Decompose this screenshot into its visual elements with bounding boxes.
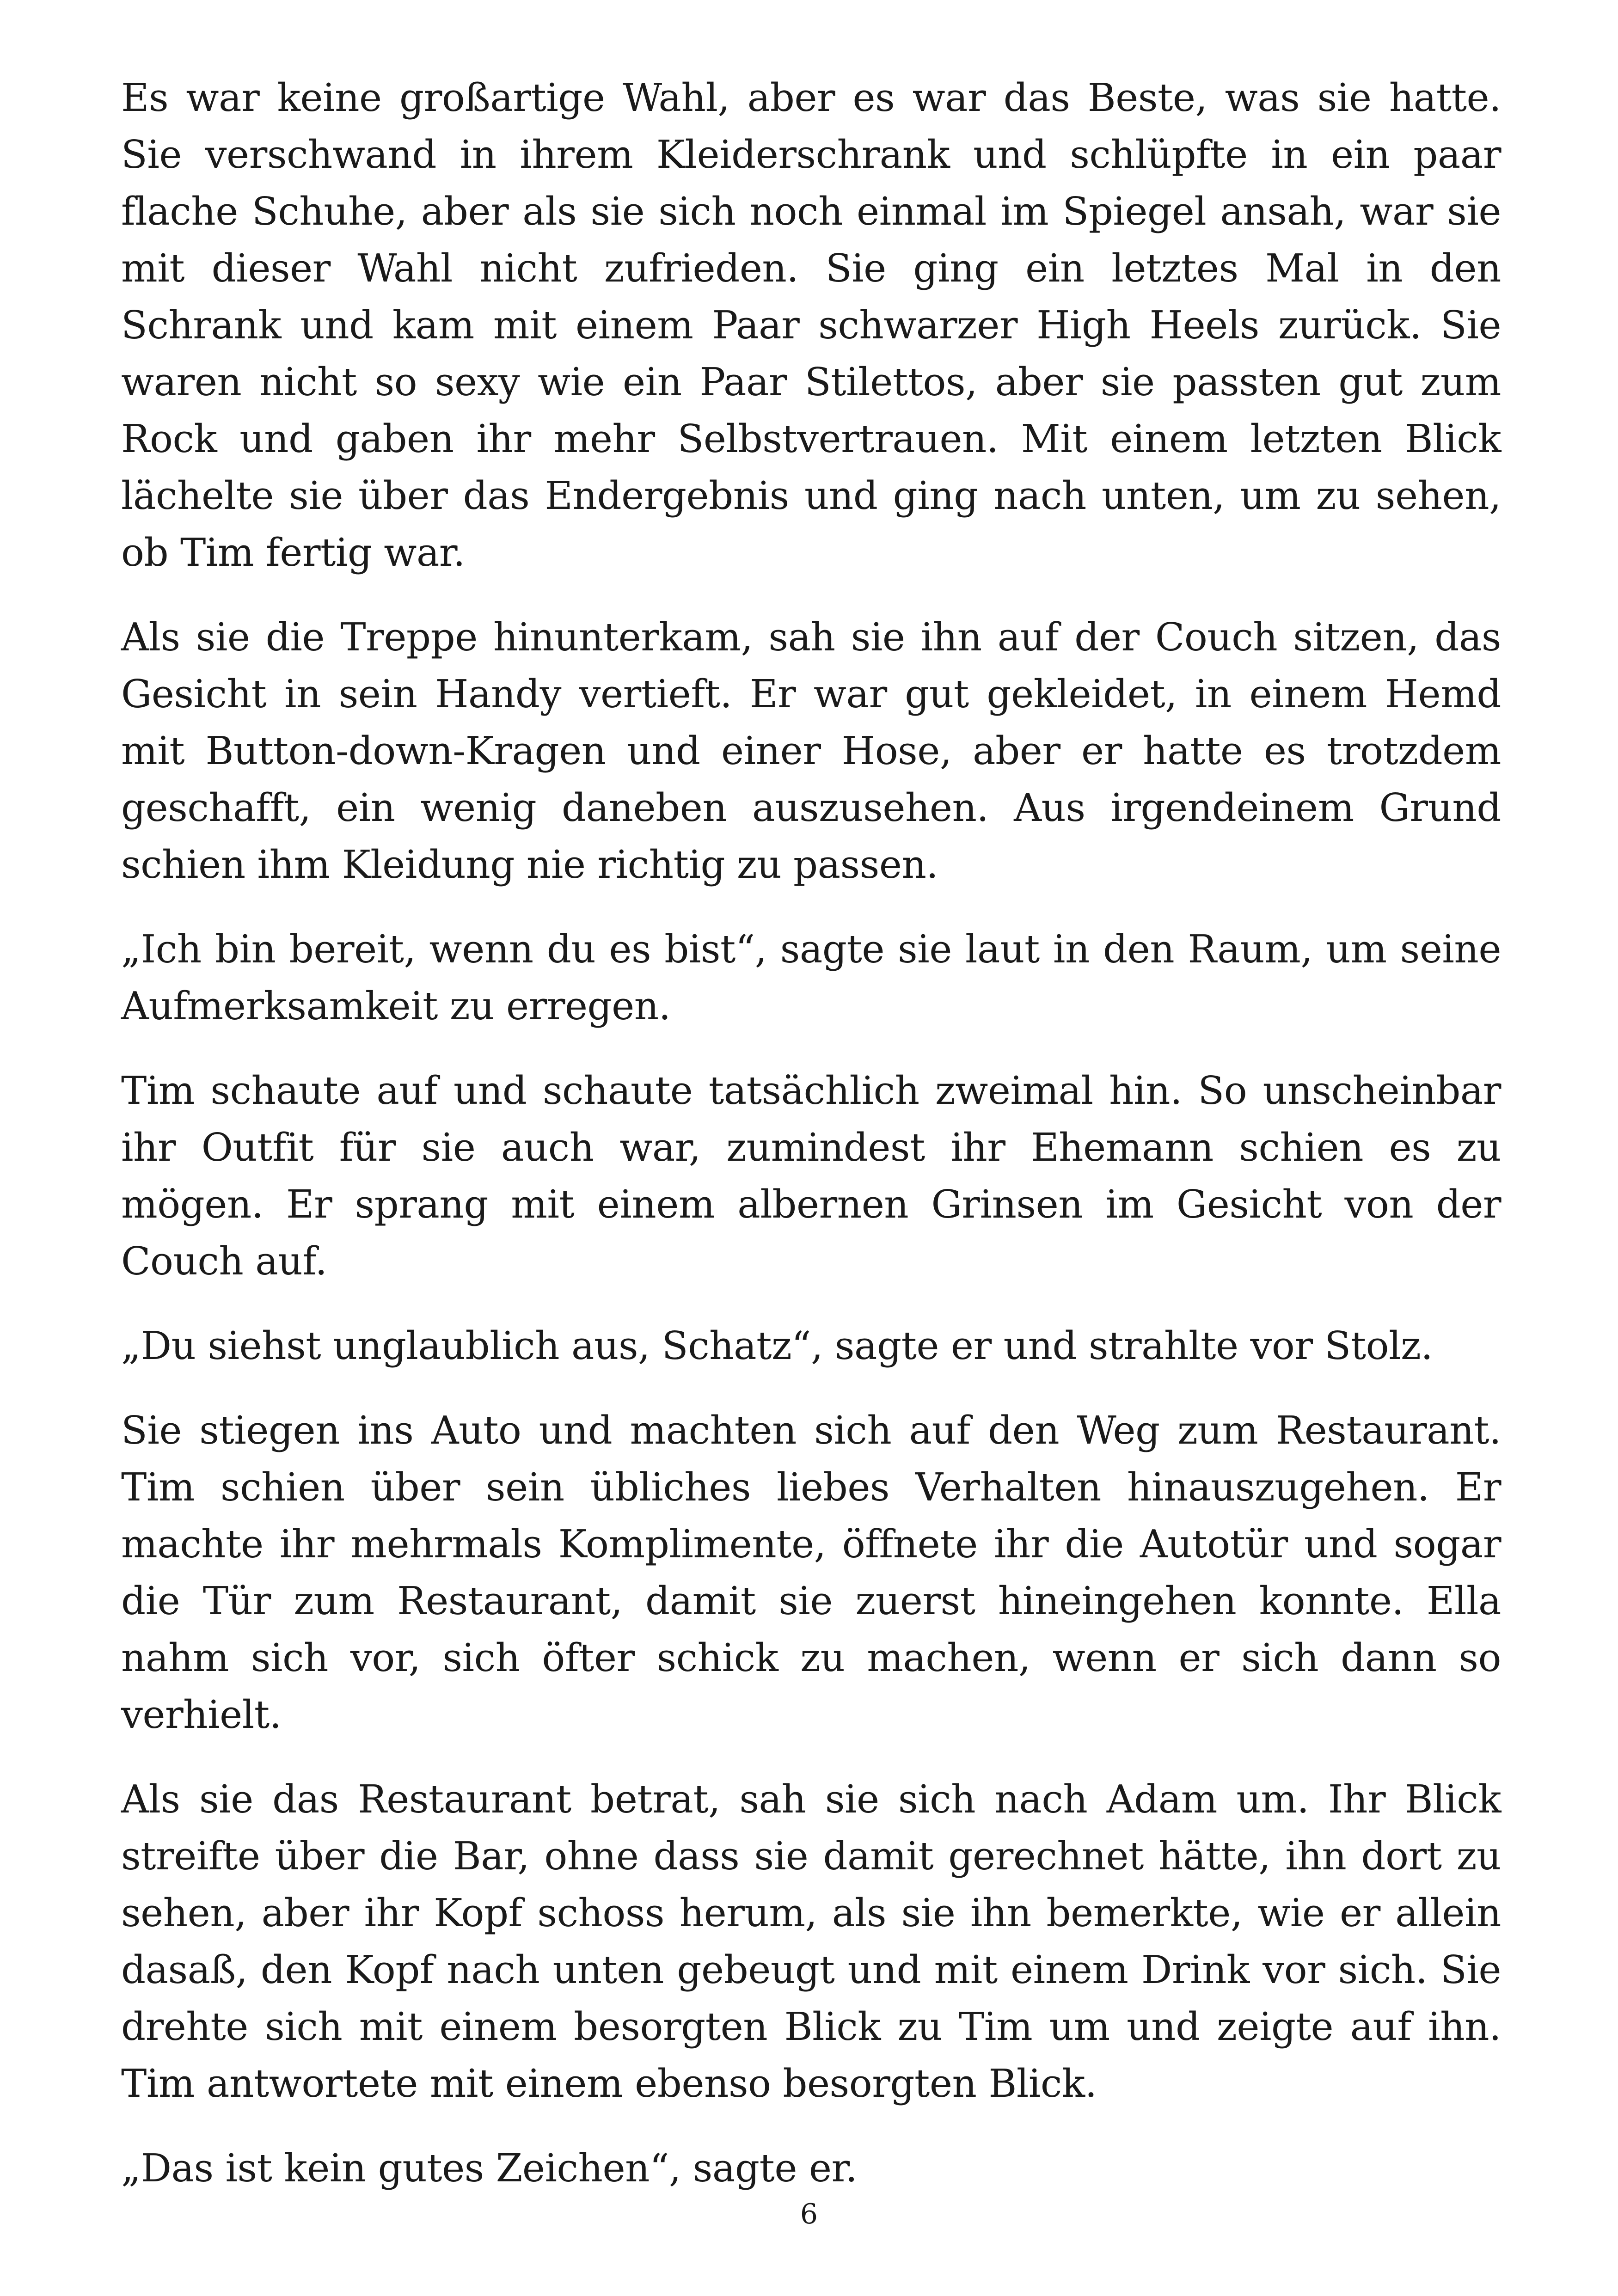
- paragraph: „Das ist kein gutes Zeichen“, sagte er.: [121, 2146, 858, 2191]
- page-number: 6: [800, 2198, 818, 2230]
- paragraph: „Ich bin bereit, wenn du es bist“, sagte sie laut in den Raum, um seine Aufmerksamkeit zu erregen.: [121, 927, 1501, 1029]
- paragraph: Als sie die Treppe hinunterkam, sah sie ihn auf der Couch sitzen, das Gesicht in sein Handy vertieft. Er war gut gekleidet, in einem Hemd mit Button-down-Kragen und einer Hose, aber er hatte es trotzdem geschafft, ein wenig daneben auszusehen. Aus irgendeinem Grund schien ihm Kleidung nie richtig zu passen.: [121, 615, 1501, 887]
- page-body: [121, 69, 1501, 2224]
- paragraph: Tim schaute auf und schaute tatsächlich zweimal hin. So unscheinbar ihr Outfit für sie auch war, zumindest ihr Ehemann schien es zu mögen. Er sprang mit einem albernen Grinsen im Gesicht von der Couch auf.: [121, 1068, 1501, 1284]
- paragraph: „Du siehst unglaublich aus, Schatz“, sagte er und strahlte vor Stolz.: [121, 1323, 1433, 1368]
- paragraph: Als sie das Restaurant betrat, sah sie sich nach Adam um. Ihr Blick streifte über die Bar, ohne dass sie damit gerechnet hätte, ihn dort zu sehen, aber ihr Kopf schoss herum, als sie ihn bemerkte, wie er allein dasaß, den Kopf nach unten gebeugt und mit einem Drink vor sich. Sie drehte sich mit einem besorgten Blick zu Tim um und zeigte auf ihn. Tim antwortete mit einem ebenso besorgten Blick.: [121, 1777, 1501, 2106]
- paragraph: Sie stiegen ins Auto und machten sich auf den Weg zum Restaurant. Tim schien über sein übliches liebes Verhalten hinauszugehen. Er machte ihr mehrmals Komplimente, öffnete ihr die Autotür und sogar die Tür zum Restaurant, damit sie zuerst hineingehen konnte. Ella nahm sich vor, sich öfter schick zu machen, wenn er sich dann so verhielt.: [121, 1408, 1501, 1737]
- paragraph: Es war keine großartige Wahl, aber es war das Beste, was sie hatte. Sie verschwand in ihrem Kleiderschrank und schlüpfte in ein paar flache Schuhe, aber als sie sich noch einmal im Spiegel ansah, war sie mit dieser Wahl nicht zufrieden. Sie ging ein letztes Mal in den Schrank und kam mit einem Paar schwarzer High Heels zurück. Sie waren nicht so sexy wie ein Paar Stilettos, aber sie passten gut zum Rock und gaben ihr mehr Selbstvertrauen. Mit einem letzten Blick lächelte sie über das Endergebnis und ging nach unten, um zu sehen, ob Tim fertig war.: [121, 75, 1501, 575]
